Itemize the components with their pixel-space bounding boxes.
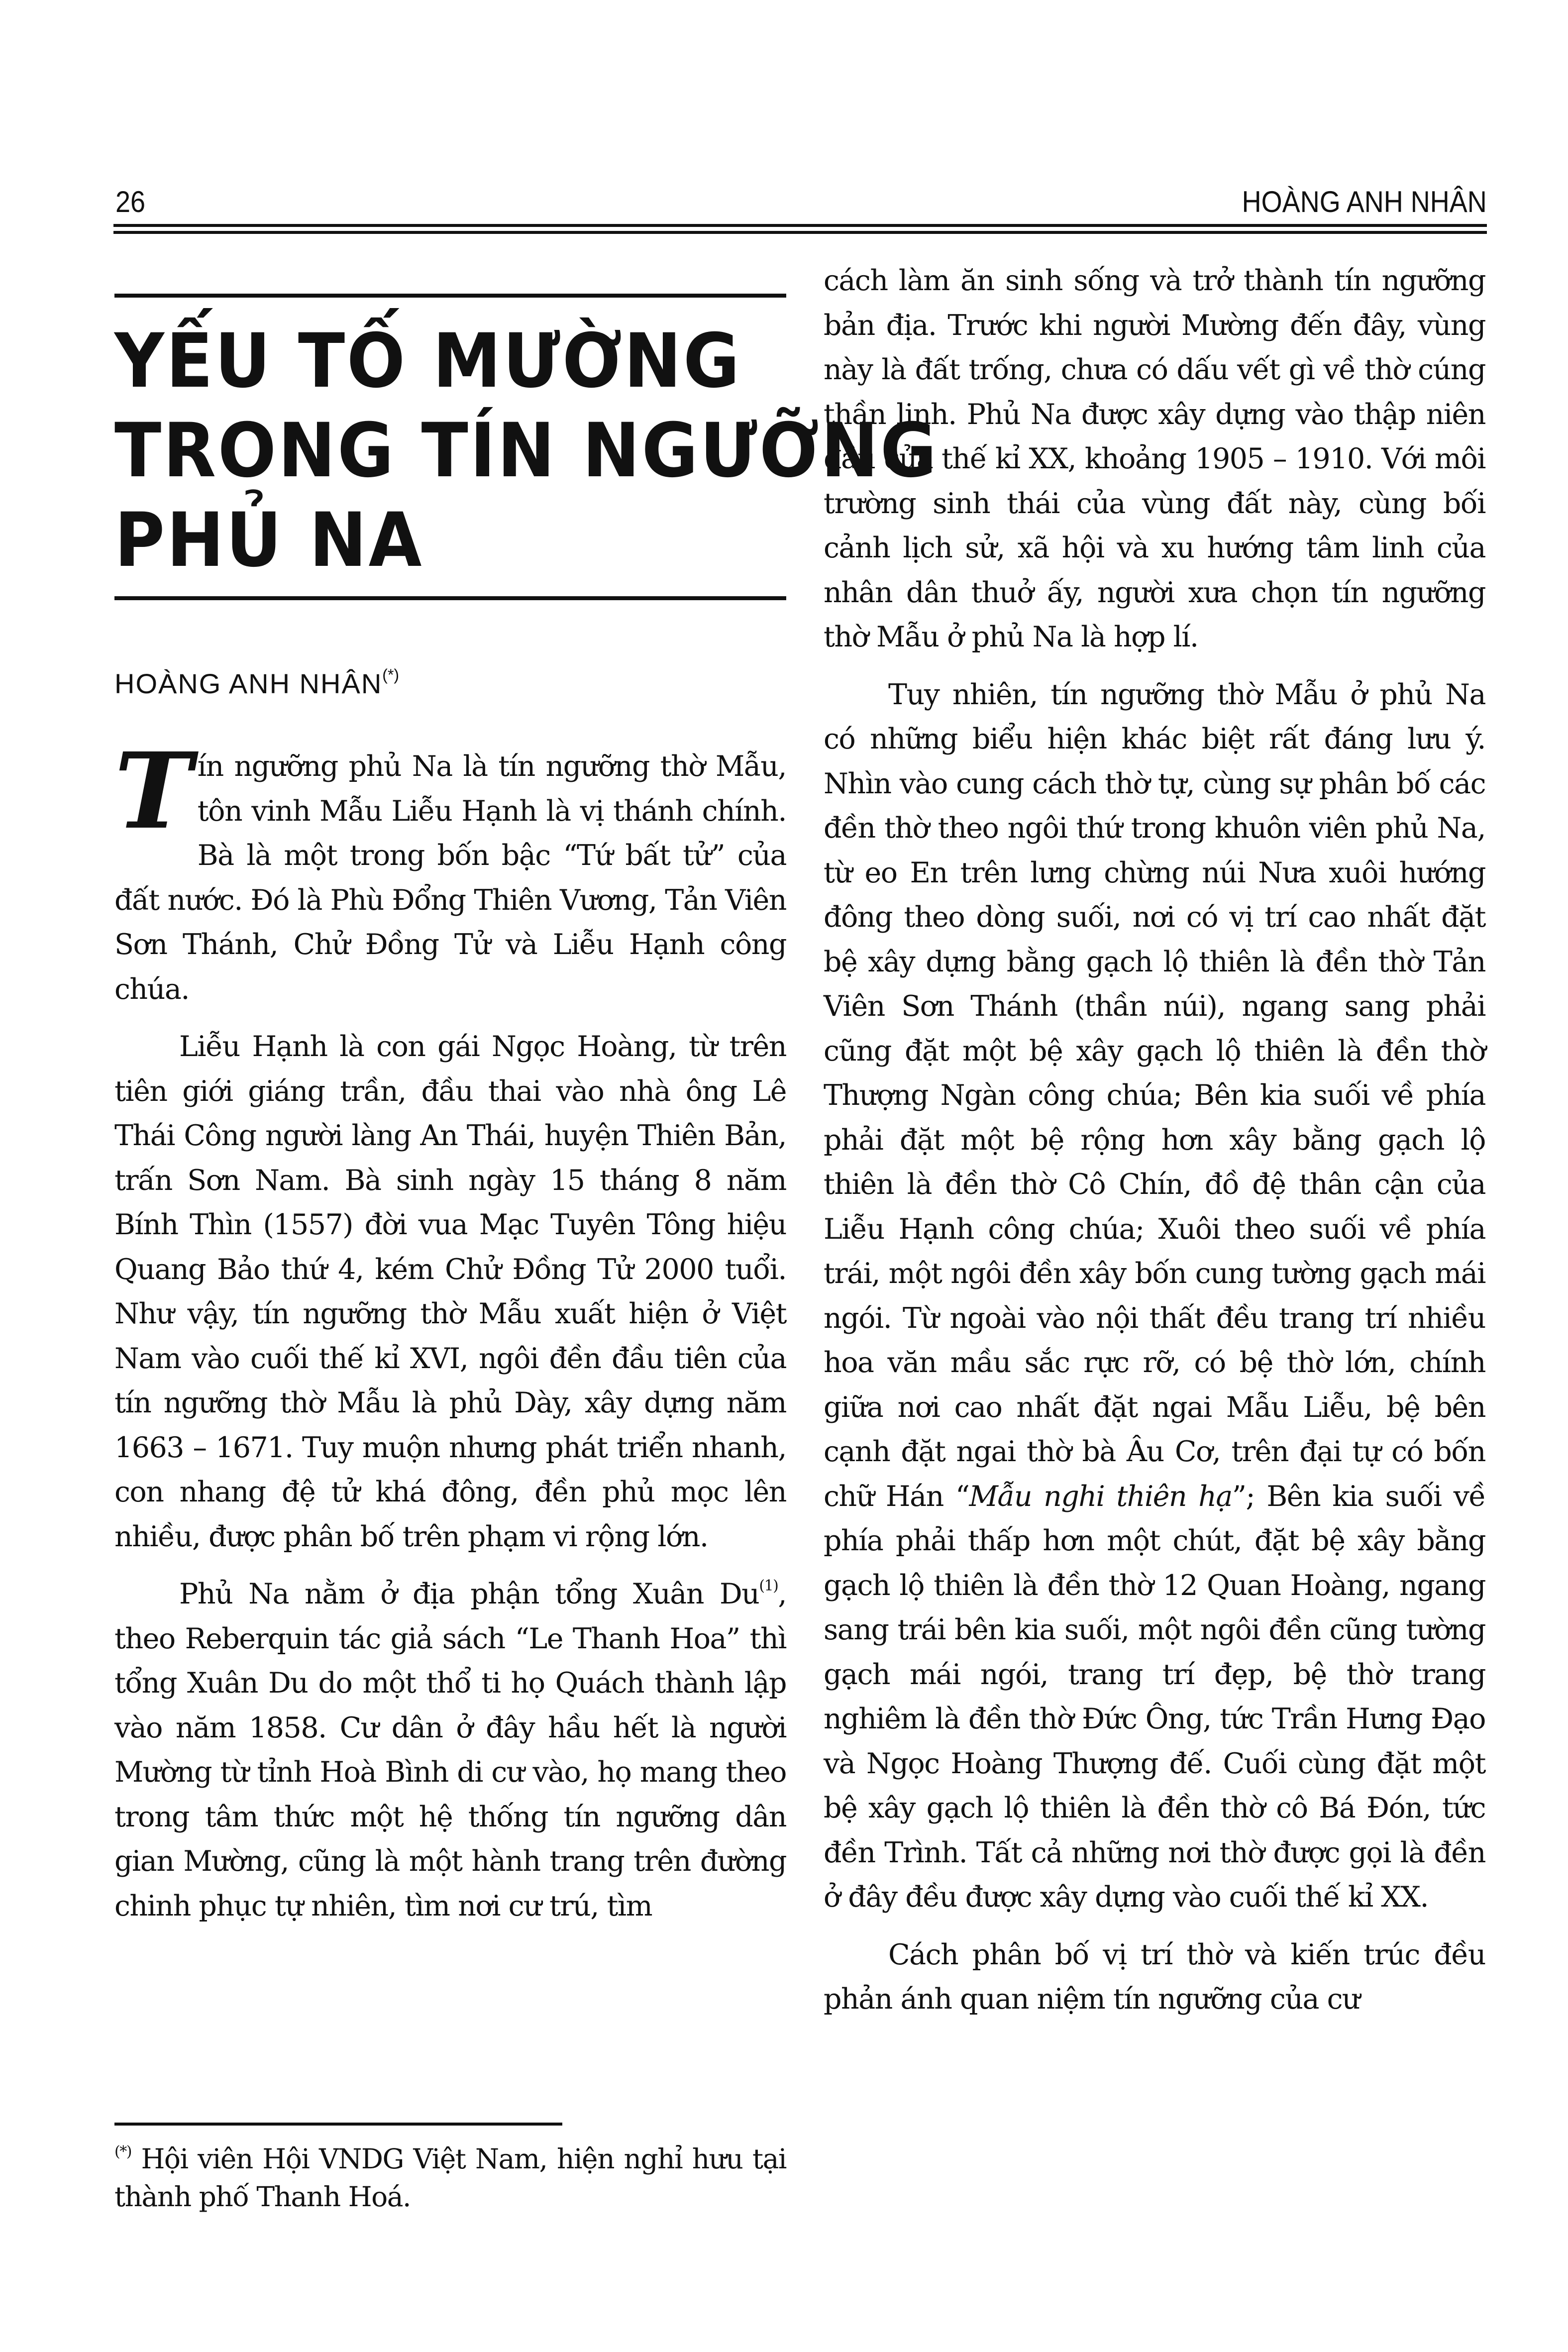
paragraph-text: Tuy nhiên, tín ngưỡng thờ Mẫu ở phủ Na có những biểu hiện khác biệt rất đáng lưu ý. Nhìn vào cung cách thờ tự, cùng sự phân bố các đền thờ theo ngôi thứ trong khuôn viên phủ Na, từ eo En trên lưng chừng núi Nưa xuôi hướng đông theo dòng suối, nơi có vị trí cao nhất đặt bệ xây dựng bằng gạch lộ thiên là đền thờ Tản Viên Sơn Thánh (thần núi), ngang sang phải cũng đặt một bệ xây gạch lộ thiên là đền thờ Thượng Ngàn công chúa; Bên kia suối về phía phải đặt một bệ rộng hơn xây bằng gạch lộ thiên là đền thờ Cô Chín, đồ đệ thân cận của Liễu Hạnh công chúa; Xuôi theo suối về phía trái, một ngôi đền xây bốn cung tường gạch mái ngói. Từ ngoài vào nội thất đều trang trí nhiều hoa văn mầu sắc rực rỡ, có bệ thờ lớn, chính giữa nơi cao nhất đặt ngai Mẫu Liễu, bệ bên cạnh đặt ngai thờ bà Âu Cơ, trên đại tự có bốn chữ Hán “ — [824, 678, 1485, 1513]
paragraph — [114, 730, 786, 1012]
title-rule-bottom — [114, 596, 786, 600]
footnote — [114, 2140, 786, 2216]
footnote-text: Hội viên Hội VNDG Việt Nam, hiện nghỉ hưu tại thành phố Thanh Hoá. — [114, 2143, 786, 2213]
title-line: TRONG TÍN NGƯỠNG — [114, 408, 939, 494]
page-number: 26 — [115, 185, 146, 218]
author-note-mark: (*) — [382, 666, 400, 684]
article-title — [114, 317, 939, 585]
running-head: HOÀNG ANH NHÂN — [1242, 185, 1487, 218]
author-name: HOÀNG ANH NHÂN — [114, 668, 383, 699]
paragraph-text: Phủ Na nằm ở địa phận tổng Xuân Du — [179, 1578, 759, 1610]
footnote-ref: (1) — [759, 1577, 778, 1595]
author-byline — [114, 659, 786, 700]
paragraph: Liễu Hạnh là con gái Ngọc Hoàng, từ trên tiên giới giáng trần, đầu thai vào nhà ông Lê Thái Công người làng An Thái, huyện Thiên Bản, trấn Sơn Nam. Bà sinh ngày 15 tháng 8 năm Bính Thìn (1557) đời vua Mạc Tuyên Tông hiệu Quang Bảo thứ 4, kém Chử Đồng Tử 2000 tuổi. Như vậy, tín ngưỡng thờ Mẫu xuất hiện ở Việt Nam vào cuối thế kỉ XVI, ngôi đền đầu tiên của tín ngưỡng thờ Mẫu là phủ Dày, xây dựng năm 1663 – 1671. Tuy muộn nhưng phát triển nhanh, con nhang đệ tử khá đông, đền phủ mọc lên nhiều, được phân bố trên phạm vi rộng lớn. — [114, 1030, 786, 1553]
paragraph: cách làm ăn sinh sống và trở thành tín ngưỡng bản địa. Trước khi người Mường đến đây, vùng này là đất trống, chưa có dấu vết gì về thờ cúng thần linh. Phủ Na được xây dựng vào thập niên đầu của thế kỉ XX, khoảng 1905 – 1910. Với môi trường sinh thái của vùng đất này, cùng bối cảnh lịch sử, xã hội và xu hướng tâm linh của nhân dân thuở ấy, người xưa chọn tín ngưỡng thờ Mẫu ở phủ Na là hợp lí. — [824, 264, 1485, 653]
paragraph-text: , theo Reberquin tác giả sách “Le Thanh Hoa” thì tổng Xuân Du do một thổ ti họ Quách thành lập vào năm 1858. Cư dân ở đây hầu hết là người Mường từ tỉnh Hoà Bình di cư vào, họ mang theo trong tâm thức một hệ thống tín ngưỡng dân gian Mường, cũng là một hành trang trên đường chinh phục tự nhiên, tìm nơi cư trú, tìm — [114, 1578, 786, 1923]
header-rule — [113, 224, 1487, 227]
drop-cap: T — [114, 730, 192, 853]
title-rule-top — [114, 294, 786, 298]
footnote-mark: (*) — [114, 2143, 131, 2160]
title-line: PHỦ NA — [114, 497, 424, 584]
paragraph-text: ín ngưỡng phủ Na là tín ngưỡng thờ Mẫu, tôn vinh Mẫu Liễu Hạnh là vị thánh chính. Bà là một trong bốn bậc “Tứ bất tử” của đất nước. Đó là Phù Đổng Thiên Vương, Tản Viên Sơn Thánh, Chử Đồng Tử và Liễu Hạnh công chúa. — [114, 750, 786, 1006]
paragraph-text: ”; Bên kia suối về phía phải thấp hơn một chút, đặt bệ xây bằng gạch lộ thiên là đền thờ 12 Quan Hoàng, ngang sang trái bên kia suối, một ngôi đền cũng tường gạch mái ngói, trang trí đẹp, bệ thờ trang nghiêm là đền thờ Đức Ông, tức Trần Hưng Đạo và Ngọc Hoàng Thượng đế. Cuối cùng đặt một bệ xây gạch lộ thiên là đền thờ cô Bá Đón, tức đền Trình. Tất cả những nơi thờ được gọi là đền ở đây đều được xây dựng vào cuối thế kỉ XX. — [824, 1480, 1485, 1914]
italic-quote: Mẫu nghi thiên hạ — [969, 1480, 1232, 1513]
left-column — [114, 294, 939, 1941]
right-column — [824, 259, 1485, 2035]
footnote-rule — [114, 2123, 562, 2126]
header-rule — [113, 231, 1487, 234]
paragraph: Cách phân bố vị trí thờ và kiến trúc đều phản ánh quan niệm tín ngưỡng của cư — [824, 1938, 1485, 2016]
page-header — [113, 180, 1487, 225]
paragraph — [824, 673, 1485, 1920]
paragraph — [114, 1572, 786, 1928]
title-line: YẾU TỐ MƯỜNG — [114, 318, 741, 405]
